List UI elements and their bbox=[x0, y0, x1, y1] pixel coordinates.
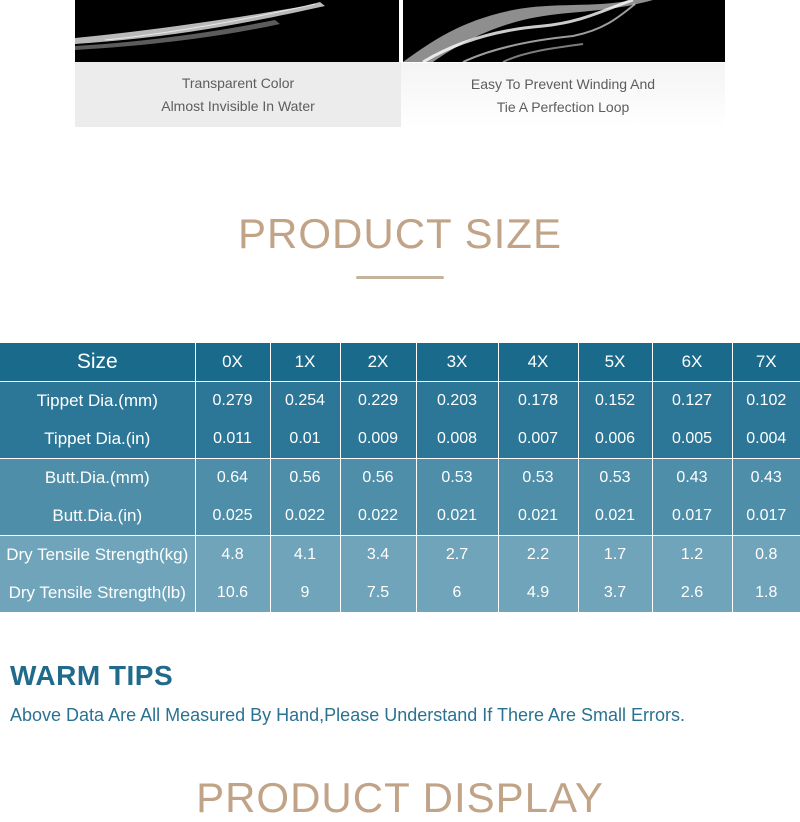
table-cell: 1.7 bbox=[578, 536, 652, 575]
table-header-label: Size bbox=[0, 343, 195, 382]
table-cell: 6 bbox=[416, 574, 498, 612]
table-cell: 4.9 bbox=[498, 574, 578, 612]
table-cell: 2.6 bbox=[652, 574, 732, 612]
caption-transparent bbox=[75, 62, 401, 127]
table-cell: 3.4 bbox=[340, 536, 416, 575]
product-display-title: PRODUCT DISPLAY bbox=[196, 774, 604, 821]
warm-tips-text: Above Data Are All Measured By Hand,Please Understand If There Are Small Errors. bbox=[10, 705, 685, 725]
table-cell: 0.021 bbox=[416, 497, 498, 536]
caption-line: Easy To Prevent Winding And bbox=[470, 75, 656, 92]
row-label: Butt.Dia.(mm) bbox=[0, 459, 195, 498]
table-header-cell: 3X bbox=[416, 343, 498, 382]
size-table bbox=[0, 343, 800, 612]
table-cell: 0.229 bbox=[340, 382, 416, 421]
row-label: Butt.Dia.(in) bbox=[0, 497, 195, 536]
caption-line: Transparent Color bbox=[181, 74, 295, 91]
table-cell: 7.5 bbox=[340, 574, 416, 612]
table-row bbox=[0, 536, 800, 575]
table-cell: 0.004 bbox=[746, 430, 787, 447]
table-cell: 0.53 bbox=[416, 459, 498, 498]
table-cell: 9 bbox=[270, 574, 340, 612]
table-header-cell: 4X bbox=[498, 343, 578, 382]
row-label: Dry Tensile Strength(lb) bbox=[0, 574, 195, 612]
table-cell: 0.53 bbox=[578, 459, 652, 498]
table-header-cell: 7X bbox=[732, 343, 800, 382]
table-cell: 0.009 bbox=[340, 420, 416, 459]
table-row bbox=[0, 459, 800, 498]
table-cell: 4.1 bbox=[270, 536, 340, 575]
table-cell: 0.01 bbox=[270, 420, 340, 459]
row-label: Tippet Dia.(mm) bbox=[0, 382, 195, 421]
table-cell: 4.8 bbox=[195, 536, 270, 575]
table-cell: 1.2 bbox=[652, 536, 732, 575]
table-cell: 0.017 bbox=[746, 507, 787, 524]
table-cell: 0.127 bbox=[652, 382, 732, 421]
table-cell: 0.43 bbox=[732, 459, 800, 498]
table-cell: 0.178 bbox=[498, 382, 578, 421]
table-row bbox=[0, 420, 800, 459]
row-label: Tippet Dia.(in) bbox=[0, 420, 195, 459]
table-cell: 0.005 bbox=[652, 420, 732, 459]
table-cell: 0.53 bbox=[498, 459, 578, 498]
table-cell: 0.64 bbox=[195, 459, 270, 498]
row-label: Dry Tensile Strength(kg) bbox=[0, 536, 195, 575]
table-header-cell: 2X bbox=[340, 343, 416, 382]
table-row bbox=[0, 497, 800, 536]
table-cell: 0.8 bbox=[732, 536, 800, 575]
table-cell: 3.7 bbox=[578, 574, 652, 612]
title-divider bbox=[356, 276, 444, 279]
table-cell: 0.007 bbox=[498, 420, 578, 459]
table-header-cell: 0X bbox=[195, 343, 270, 382]
table-cell: 0.56 bbox=[340, 459, 416, 498]
table-cell: 0.203 bbox=[416, 382, 498, 421]
warm-tips-title: WARM TIPS bbox=[10, 660, 174, 691]
table-header-cell: 6X bbox=[652, 343, 732, 382]
table-cell: 0.021 bbox=[498, 497, 578, 536]
table-cell: 0.021 bbox=[578, 497, 652, 536]
table-cell: 0.102 bbox=[732, 382, 800, 421]
table-header-cell: 5X bbox=[578, 343, 652, 382]
table-row bbox=[0, 382, 800, 421]
table-cell: 2.2 bbox=[498, 536, 578, 575]
table-row bbox=[0, 574, 800, 612]
table-cell: 0.152 bbox=[578, 382, 652, 421]
caption-line: Almost Invisible In Water bbox=[161, 97, 315, 114]
table-cell: 10.6 bbox=[195, 574, 270, 612]
table-header-row bbox=[0, 343, 800, 382]
table-cell: 0.017 bbox=[652, 497, 732, 536]
product-photo-transparent bbox=[75, 0, 399, 62]
table-cell: 2.7 bbox=[416, 536, 498, 575]
table-cell: 0.011 bbox=[195, 420, 270, 459]
product-photo-loop bbox=[403, 0, 725, 62]
table-cell: 0.006 bbox=[578, 420, 652, 459]
table-cell: 0.008 bbox=[416, 420, 498, 459]
table-cell: 0.254 bbox=[270, 382, 340, 421]
table-cell: 0.56 bbox=[270, 459, 340, 498]
table-header-cell: 1X bbox=[270, 343, 340, 382]
caption-line: Tie A Perfection Loop bbox=[496, 98, 630, 115]
table-cell: 1.8 bbox=[755, 584, 778, 601]
product-size-title: PRODUCT SIZE bbox=[238, 210, 562, 257]
table-cell: 0.43 bbox=[652, 459, 732, 498]
table-cell: 0.022 bbox=[340, 497, 416, 536]
table-cell: 0.025 bbox=[195, 497, 270, 536]
table-cell: 0.279 bbox=[195, 382, 270, 421]
table-cell: 0.022 bbox=[270, 497, 340, 536]
caption-winding bbox=[401, 63, 725, 128]
